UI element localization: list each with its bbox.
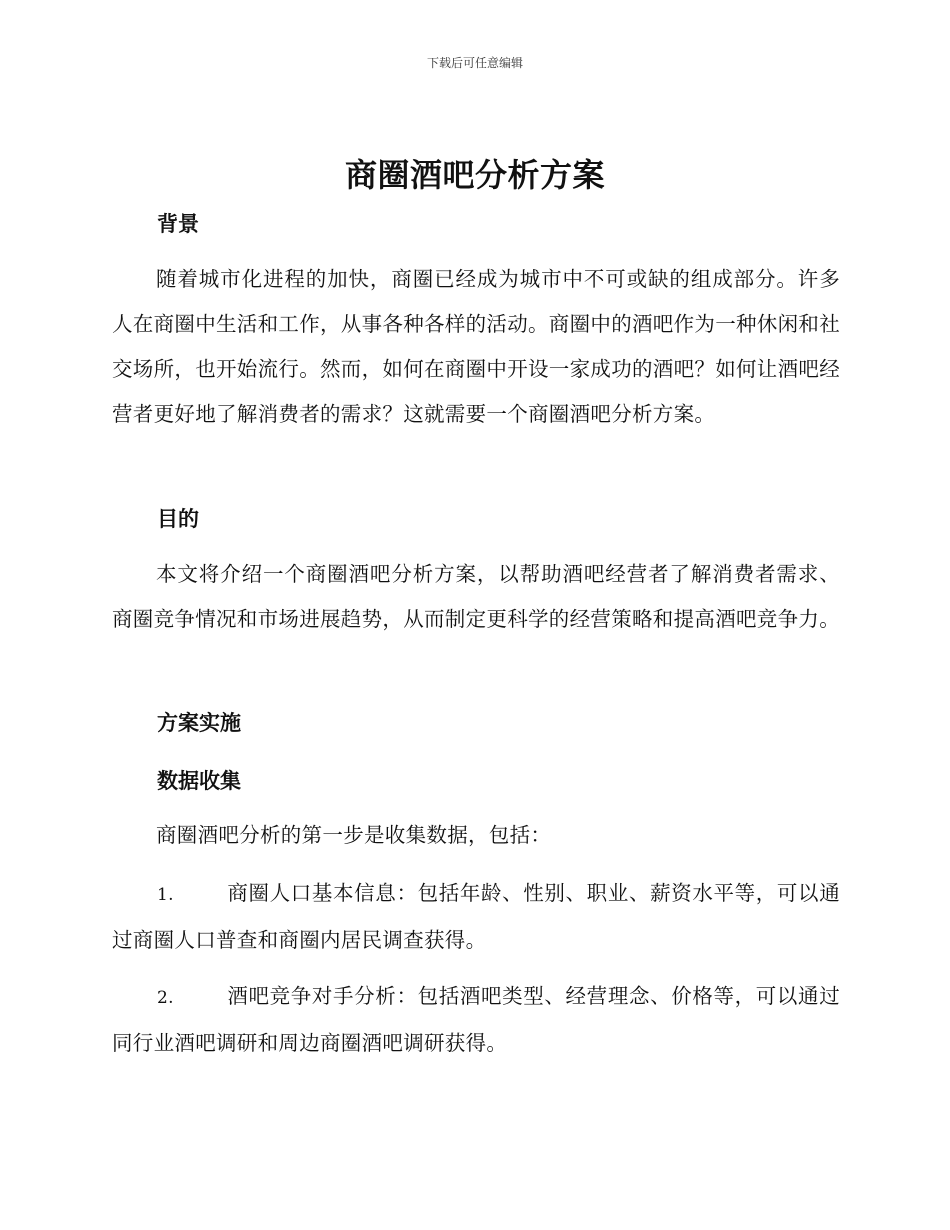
- section-heading-background: 背景: [157, 212, 199, 236]
- list-item-number: 1.: [157, 885, 174, 905]
- list-item: [112, 871, 840, 963]
- data-collection-intro: 商圈酒吧分析的第一步是收集数据，包括：: [156, 823, 552, 847]
- list-item: [112, 974, 840, 1066]
- section-heading-purpose: 目的: [157, 507, 199, 531]
- list-item-text: 酒吧竞争对手分析：包括酒吧类型、经营理念、价格等，可以通过同行业酒吧调研和周边商圈酒吧调研获得。: [112, 984, 840, 1055]
- purpose-paragraph: 本文将介绍一个商圈酒吧分析方案，以帮助酒吧经营者了解消费者需求、商圈竞争情况和市场进展趋势，从而制定更科学的经营策略和提高酒吧竞争力。: [112, 562, 840, 631]
- header-note: 下载后可任意编辑: [426, 56, 523, 70]
- background-paragraph: 随着城市化进程的加快，商圈已经成为城市中不可或缺的组成部分。许多人在商圈中生活和工作，从事各种各样的活动。商圈中的酒吧作为一种休闲和社交场所，也开始流行。然而，如何在商圈中开设一家成功的酒吧？如何让酒吧经营者更好地了解消费者的需求？这就需要一个商圈酒吧分析方案。: [112, 267, 840, 426]
- document-title: 商圈酒吧分析方案: [344, 156, 605, 194]
- list-item-number: 2.: [157, 988, 174, 1008]
- section-heading-implementation: 方案实施: [157, 711, 241, 735]
- section-heading-data-collection: 数据收集: [157, 769, 241, 793]
- list-item-text: 商圈人口基本信息：包括年龄、性别、职业、薪资水平等，可以通过商圈人口普查和商圈内居民调查获得。: [112, 881, 840, 952]
